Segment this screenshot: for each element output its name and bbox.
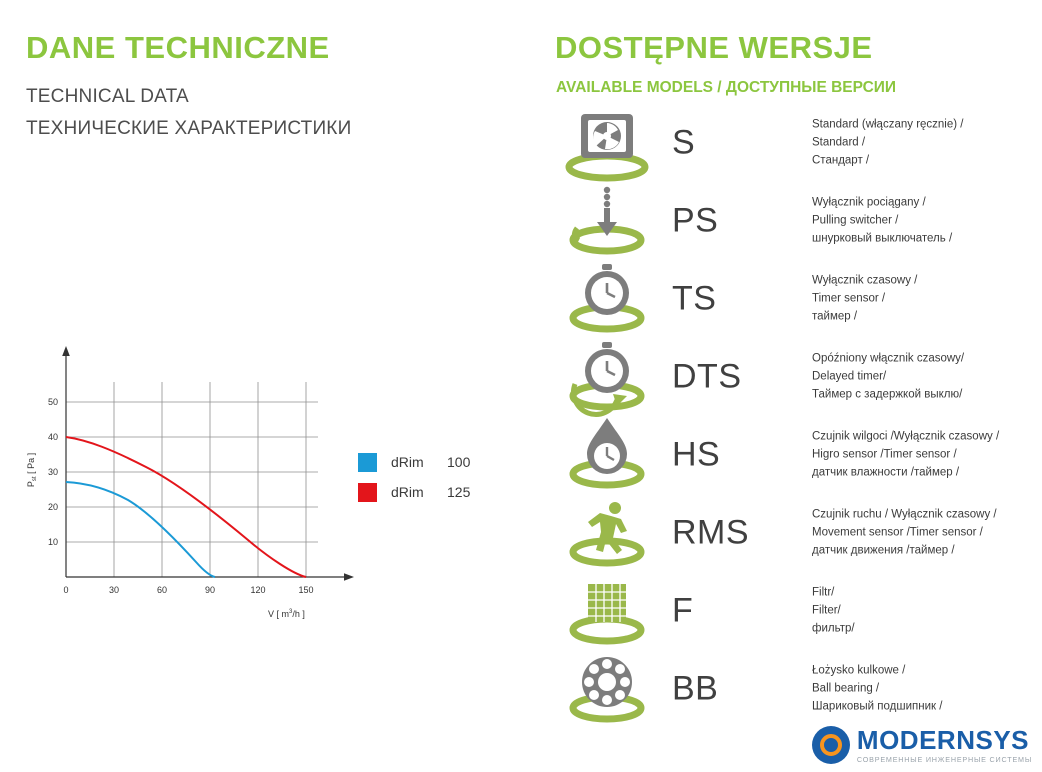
model-code: RMS <box>672 513 750 552</box>
model-desc-en: Movement sensor /Timer sensor / <box>812 526 983 539</box>
models-subtitle: AVAILABLE MODELS / ДОСТУПНЫЕ ВЕРСИИ <box>556 79 897 96</box>
model-code: PS <box>672 201 719 240</box>
list-item <box>540 260 1040 338</box>
legend-item <box>358 447 518 477</box>
model-desc-pl: Łożysko kulkowe / <box>812 664 906 677</box>
model-desc-pl: Standard (włączany ręcznie) / <box>812 118 964 131</box>
model-desc-pl: Opóźniony włącznik czasowy/ <box>812 352 965 365</box>
model-code: HS <box>672 435 721 474</box>
list-item <box>540 650 1040 728</box>
model-desc-pl: Czujnik wilgoci /Wyłącznik czasowy / <box>812 430 1000 443</box>
model-desc-ru: Стандарт / <box>812 153 870 166</box>
chart-axes <box>62 346 354 581</box>
model-desc-en: Standard / <box>812 136 866 149</box>
model-description <box>812 584 1042 637</box>
model-code: F <box>672 591 694 630</box>
model-code: DTS <box>672 357 742 396</box>
model-desc-en: Ball bearing / <box>812 682 880 695</box>
svg-text:20: 20 <box>47 502 58 512</box>
list-item <box>540 104 1040 182</box>
legend-value: 125 <box>447 484 471 500</box>
model-desc-ru: таймер / <box>812 309 858 322</box>
legend-label: dRim <box>391 484 424 500</box>
model-description <box>812 116 1042 169</box>
model-desc-ru: Таймер с задержкой выклю/ <box>812 387 963 400</box>
svg-text:0: 0 <box>63 585 69 595</box>
filter-icon <box>555 572 660 650</box>
list-item <box>540 494 1040 572</box>
model-description <box>812 350 1042 403</box>
model-desc-pl: Filtr/ <box>812 586 835 599</box>
model-description <box>812 272 1042 325</box>
chart-ylabel: $P_{st}$ [ Pa ] <box>26 452 38 488</box>
legend-swatch-blue <box>358 453 377 472</box>
legend-label: dRim <box>391 454 424 470</box>
model-code: S <box>672 123 696 162</box>
logo-text: MODERNSYS <box>856 724 1029 755</box>
model-description <box>812 194 1042 247</box>
svg-text:50: 50 <box>47 397 58 407</box>
timer-clock-icon <box>555 260 660 338</box>
logo-tagline: СОВРЕМЕННЫЕ ИНЖЕНЕРНЫЕ СИСТЕМЫ <box>856 754 1032 764</box>
model-desc-pl: Czujnik ruchu / Wyłącznik czasowy / <box>812 508 997 521</box>
page-title: DANE TECHNICZNE <box>26 30 330 65</box>
svg-text:30: 30 <box>108 585 120 595</box>
legend-swatch-red <box>358 483 377 502</box>
page-subtitle-ru: ТЕХНИЧЕСКИЕ ХАРАКТЕРИСТИКИ <box>26 118 352 139</box>
chart-legend <box>358 447 518 507</box>
model-desc-ru: датчик влажности /таймер / <box>812 465 960 478</box>
model-code: TS <box>672 279 717 318</box>
pull-switch-icon <box>555 182 660 260</box>
model-desc-en: Filter/ <box>812 604 841 617</box>
list-item <box>540 338 1040 416</box>
svg-text:10: 10 <box>47 537 58 547</box>
model-desc-en: Delayed timer/ <box>812 370 887 383</box>
model-desc-en: Timer sensor / <box>812 292 886 305</box>
legend-item <box>358 477 518 507</box>
model-description <box>812 428 1042 481</box>
svg-text:150: 150 <box>298 585 314 595</box>
model-desc-ru: шнурковый выключатель / <box>812 231 953 244</box>
model-description <box>812 662 1042 715</box>
svg-text:120: 120 <box>250 585 266 595</box>
model-code: BB <box>672 669 719 708</box>
model-desc-en: Pulling switcher / <box>812 214 899 227</box>
list-item <box>540 416 1040 494</box>
models-title: DOSTĘPNE WERSJE <box>555 30 873 65</box>
model-desc-pl: Wyłącznik pociągany / <box>812 196 926 209</box>
svg-text:30: 30 <box>47 467 58 477</box>
logo-mark-icon <box>812 726 850 764</box>
delayed-timer-icon <box>555 338 660 416</box>
fan-standard-icon <box>555 104 660 182</box>
model-desc-en: Higro sensor /Timer sensor / <box>812 448 957 461</box>
humidity-sensor-icon <box>555 416 660 494</box>
model-desc-ru: Шариковый подшипник / <box>812 699 943 712</box>
available-models-section <box>540 0 1040 772</box>
chart-x-ticks <box>63 585 313 595</box>
chart-grid <box>66 382 318 577</box>
svg-text:40: 40 <box>47 432 58 442</box>
chart-xlabel: V [ $m^3/h$ ] <box>268 609 305 619</box>
model-description <box>812 506 1042 559</box>
model-desc-ru: датчик движения /таймер / <box>812 543 955 556</box>
legend-value: 100 <box>447 454 471 470</box>
page-subtitle-en: TECHNICAL DATA <box>26 86 189 107</box>
svg-text:60: 60 <box>156 585 168 595</box>
motion-sensor-icon <box>555 494 660 572</box>
list-item <box>540 572 1040 650</box>
models-list <box>540 104 1040 728</box>
svg-text:90: 90 <box>204 585 216 595</box>
list-item <box>540 182 1040 260</box>
model-desc-ru: фильтр/ <box>812 621 855 634</box>
ball-bearing-icon <box>555 650 660 728</box>
company-logo <box>812 726 1032 764</box>
chart-y-ticks <box>48 397 58 547</box>
model-desc-pl: Wyłącznik czasowy / <box>812 274 918 287</box>
